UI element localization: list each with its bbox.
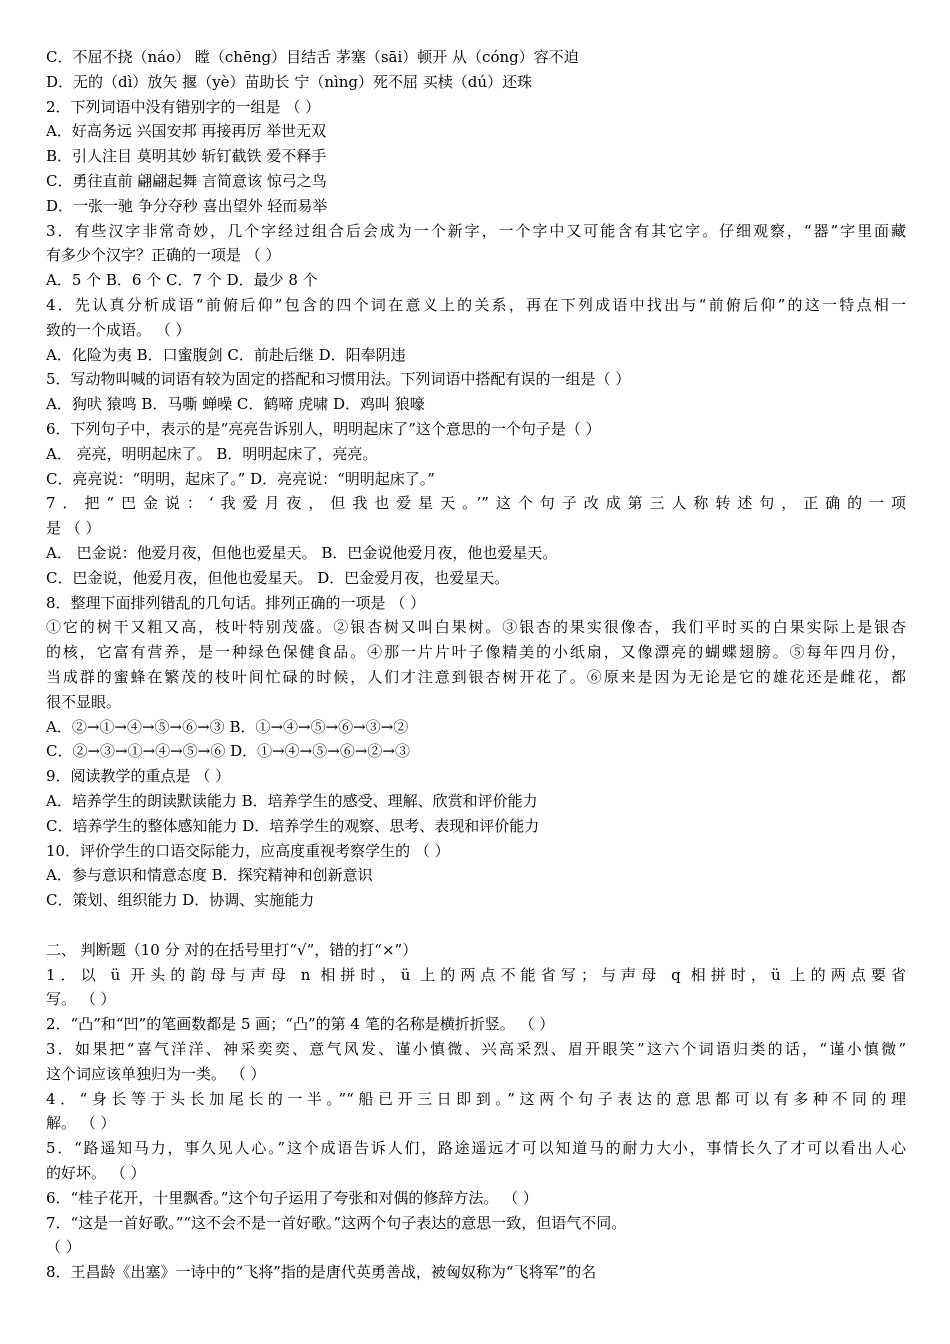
text-line: 很不显眼。	[46, 692, 122, 711]
text-line: 7．把“巴金说：‘我爱月夜，但我也爱星天。’”这个句子改成第三人称转述句，正确的一项	[46, 494, 906, 513]
text-line: B．引人注目 莫明其妙 斩钉截铁 爱不释手	[46, 147, 327, 166]
text-line: 9．阅读教学的重点是 （ ）	[46, 767, 231, 786]
text-line: A．狗吠 猿鸣 B．马嘶 蝉噪 C．鹤啼 虎啸 D．鸡叫 狼嚎	[46, 395, 425, 414]
text-line: 3．有些汉字非常奇妙，几个字经过组合后会成为一个新字，一个字中又可能含有其它字。仔细观察，“器”字里面藏	[46, 221, 906, 240]
text-line: C．勇往直前 翩翩起舞 言简意该 惊弓之鸟	[46, 172, 327, 190]
text-line: 解。 （ ）	[46, 1114, 116, 1133]
text-line: C．不屈不挠（náo） 瞠（chēng）目结舌 茅塞（sāi）顿开 从（cóng）容不迫	[46, 48, 579, 66]
text-line	[46, 913, 906, 938]
text-line: C．亮亮说：“明明，起床了。” D．亮亮说：“明明起床了。”	[46, 469, 435, 488]
text-line: A．好高务远 兴国安邦 再接再厉 举世无双	[46, 122, 327, 141]
text-line: 这个词应该单独归为一类。 （ ）	[46, 1064, 266, 1083]
text-line: 2．下列词语中没有错别字的一组是 （ ）	[46, 97, 321, 116]
text-line: C．②→③→①→④→⑤→⑥ D．①→④→⑤→⑥→②→③	[46, 742, 410, 761]
text-line: 当成群的蜜蜂在繁茂的枝叶间忙碌的时候，人们才注意到银杏树开花了。⑥原来是因为无论是它的雄花还是雌花，都	[46, 668, 906, 686]
text-line: D．无的（dì）放矢 揠（yè）苗助长 宁（nìng）死不屈 买椟（dú）还珠	[46, 72, 533, 91]
text-line: A．5 个 B．6 个 C．7 个 D．最少 8 个	[46, 271, 318, 290]
text-line: C．策划、组织能力 D．协调、实施能力	[46, 891, 315, 910]
text-line: 的核，它富有营养，是一种绿色保健食品。④那一片片叶子像精美的小纸扇，又像漂亮的蝴蝶翅膀。⑤每年四月份，	[46, 643, 906, 662]
text-line: 8．整理下面排列错乱的几句话。排列正确的一项是 （ ）	[46, 593, 426, 612]
text-line: A．参与意识和情意态度 B．探究精神和创新意识	[46, 866, 373, 885]
text-line: 4．先认真分析成语“前俯后仰”包含的四个词在意义上的关系，再在下列成语中找出与“前俯后仰”的这一特点相一	[46, 296, 906, 314]
text-line: 4．“身长等于头长加尾长的一半。”“船已开三日即到。”这两个句子表达的意思都可以有多种不同的理	[46, 1089, 906, 1108]
text-line: 7．“这是一首好歌。”“这不会不是一首好歌。”这两个句子表达的意思一致，但语气不同。	[46, 1213, 627, 1232]
text-line: 6．下列句子中，表示的是“亮亮告诉别人，明明起床了”这个意思的一个句子是（ ）	[46, 420, 601, 438]
text-line: 2．“凸”和“凹”的笔画数都是 5 画；“凸”的第 4 笔的名称是横折折竖。 （ ）	[46, 1015, 555, 1034]
text-line: 写。 （ ）	[46, 990, 116, 1009]
text-line: A． 亮亮，明明起床了。 B．明明起床了，亮亮。	[46, 444, 378, 463]
text-line: 是 （ ）	[46, 519, 101, 538]
text-line: A．培养学生的朗读默读能力 B．培养学生的感受、理解、欣赏和评价能力	[46, 792, 538, 810]
text-line: C．培养学生的整体感知能力 D．培养学生的观察、思考、表现和评价能力	[46, 816, 540, 835]
text-line: 3．如果把“喜气洋洋、神采奕奕、意气风发、谨小慎微、兴高采烈、眉开眼笑”这六个词语归类的话，“谨小慎微”	[46, 1040, 906, 1058]
text-line: C．巴金说，他爱月夜，但他也爱星天。 D．巴金爱月夜，也爱星天。	[46, 568, 510, 587]
text-line: 1．以 ü 开头的韵母与声母 n 相拼时，ü 上的两点不能省写；与声母 q 相拼时，ü 上的两点要省	[46, 965, 906, 984]
text-line: A．②→①→④→⑤→⑥→③ B．①→④→⑤→⑥→③→②	[46, 717, 409, 736]
text-line: 致的一个成语。 （ ）	[46, 320, 191, 339]
text-line: 的好坏。 （ ）	[46, 1164, 146, 1182]
text-line: 二、 判断题（10 分 对的在括号里打“√”，错的打“×”）	[46, 940, 418, 959]
text-line: A．化险为夷 B．口蜜腹剑 C．前赴后继 D．阳奉阴违	[46, 345, 406, 364]
text-line: A． 巴金说：他爱月夜，但他也爱星天。 B．巴金说他爱月夜，他也爱星天。	[46, 544, 558, 562]
text-line: 6．“桂子花开，十里飘香。”这个句子运用了夸张和对偶的修辞方法。 （ ）	[46, 1188, 538, 1207]
text-line: 有多少个汉字？正确的一项是 （ ）	[46, 246, 281, 265]
text-line: 5．“路遥知马力，事久见人心。”这个成语告诉人们，路途遥远才可以知道马的耐力大小，事情长久了才可以看出人心	[46, 1139, 906, 1158]
text-line: ①它的树干又粗又高，枝叶特别茂盛。②银杏树又叫白果树。③银杏的果实很像杏，我们平时买的白果实际上是银杏	[46, 618, 906, 637]
text-line: 5．写动物叫喊的词语有较为固定的搭配和习惯用法。下列词语中搭配有误的一组是（ ）	[46, 370, 631, 389]
text-line: 10．评价学生的口语交际能力，应高度重视考察学生的 （ ）	[46, 841, 450, 860]
text-line: D．一张一驰 争分夺秒 喜出望外 轻而易举	[46, 196, 328, 215]
text-line: 8．王昌龄《出塞》一诗中的“飞将”指的是唐代英勇善战，被匈奴称为“飞将军”的名	[46, 1263, 597, 1282]
text-line: （ ）	[46, 1238, 81, 1257]
